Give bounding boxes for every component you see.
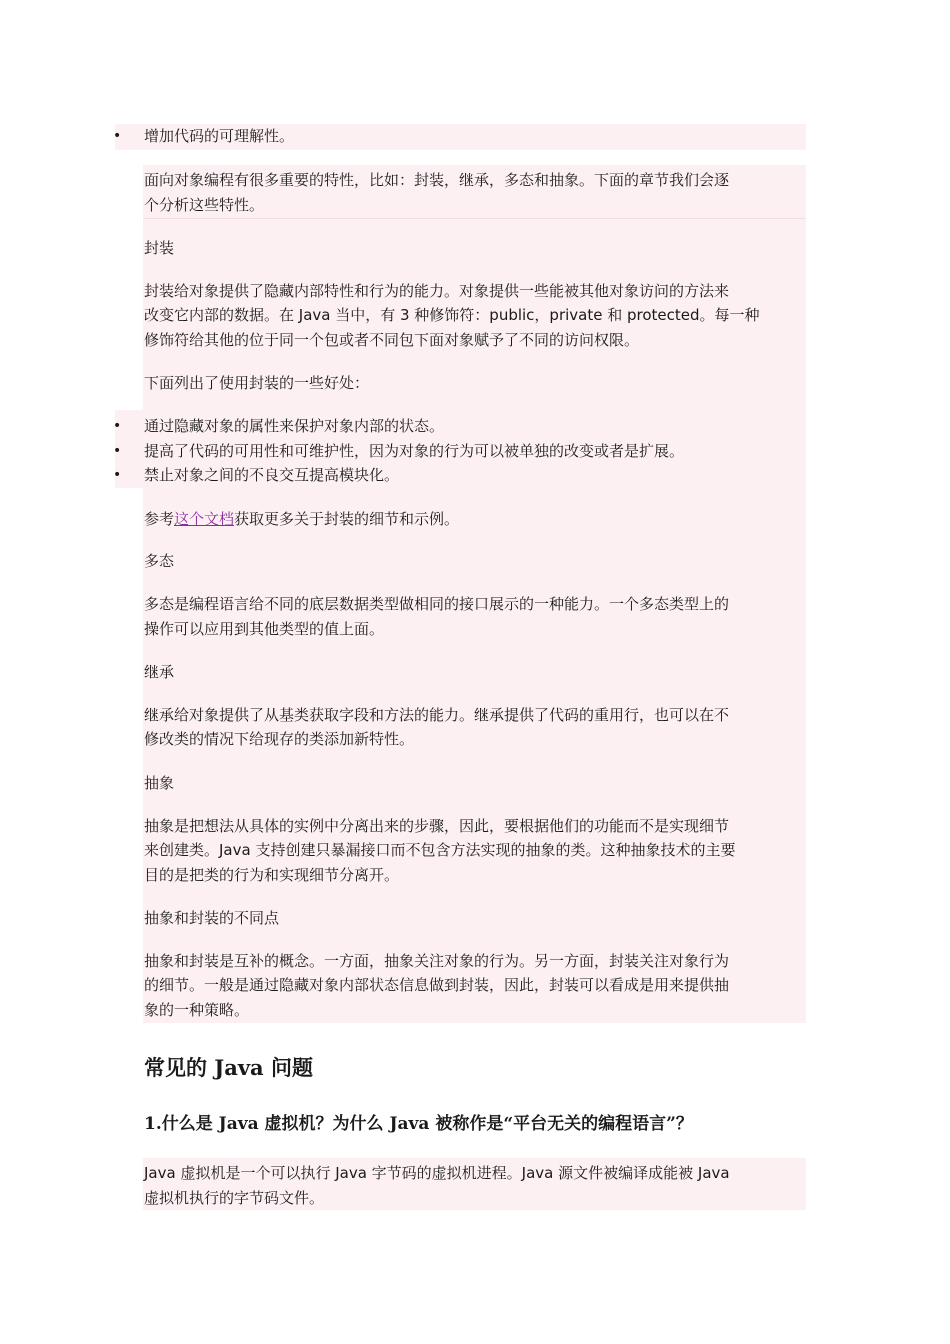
answer-line: 虚拟机执行的字节码文件。 (144, 1189, 325, 1207)
bullet-item: 增加代码的可理解性。 (144, 127, 295, 145)
polymorphism-heading: 多态 (144, 552, 175, 570)
bullet-dot: • (113, 128, 122, 144)
encapsulation-para-line: 封装给对象提供了隐藏内部特性和行为的能力。对象提供一些能被其他对象访问的方法来 (144, 282, 730, 300)
answer-line: Java 虚拟机是一个可以执行 Java 字节码的虚拟机进程。Java 源文件被编译成能被 Java (144, 1164, 730, 1182)
bullet-dot: • (113, 467, 122, 483)
reference-line (144, 507, 459, 532)
reference-suffix: 获取更多关于封装的细节和示例。 (234, 510, 460, 528)
difference-para-line: 抽象和封装是互补的概念。一方面，抽象关注对象的行为。另一方面，封装关注对象行为 (144, 952, 730, 970)
intro-line: 面向对象编程有很多重要的特性，比如：封装，继承，多态和抽象。下面的章节我们会逐 (144, 171, 730, 189)
encapsulation-para-line: 修饰符给其他的位于同一个包或者不同包下面对象赋予了不同的访问权限。 (144, 331, 640, 349)
encapsulation-para-line: 改变它内部的数据。在 Java 当中，有 3 种修饰符：public，private 和 protected。每一种 (144, 306, 760, 324)
polymorphism-para-line: 多态是编程语言给不同的底层数据类型做相同的接口展示的一种能力。一个多态类型上的 (144, 595, 730, 613)
benefit-item: 通过隐藏对象的属性来保护对象内部的状态。 (144, 417, 445, 435)
inheritance-para-line: 继承给对象提供了从基类获取字段和方法的能力。继承提供了代码的重用行，也可以在不 (144, 706, 730, 724)
document-link[interactable]: 这个文档 (174, 510, 235, 528)
benefit-item: 禁止对象之间的不良交互提高模块化。 (144, 466, 400, 484)
section-title: 常见的 Java 问题 (144, 1055, 313, 1080)
bullet-dot: • (113, 443, 122, 459)
benefits-intro: 下面列出了使用封装的一些好处： (144, 374, 370, 392)
inheritance-heading: 继承 (144, 663, 175, 681)
intro-line: 个分析这些特性。 (144, 196, 265, 214)
polymorphism-para-line: 操作可以应用到其他类型的值上面。 (144, 620, 385, 638)
encapsulation-heading: 封装 (144, 239, 175, 257)
reference-prefix: 参考 (144, 510, 175, 528)
difference-heading: 抽象和封装的不同点 (144, 909, 280, 927)
abstraction-para-line: 抽象是把想法从具体的实例中分离出来的步骤，因此，要根据他们的功能而不是实现细节 (144, 817, 730, 835)
bullet-dot: • (113, 418, 122, 434)
question-title: 1.什么是 Java 虚拟机？为什么 Java 被称作是“平台无关的编程语言”？ (144, 1114, 693, 1134)
difference-para-line: 象的一种策略。 (144, 1001, 250, 1019)
abstraction-para-line: 目的是把类的行为和实现细节分离开。 (144, 866, 400, 884)
divider (143, 218, 806, 219)
difference-para-line: 的细节。一般是通过隐藏对象内部状态信息做到封装，因此，封装可以看成是用来提供抽 (144, 976, 730, 994)
abstraction-heading: 抽象 (144, 774, 175, 792)
highlight-band (143, 488, 806, 1023)
benefit-item: 提高了代码的可用性和可维护性，因为对象的行为可以被单独的改变或者是扩展。 (144, 442, 685, 460)
abstraction-para-line: 来创建类。Java 支持创建只暴漏接口而不包含方法实现的抽象的类。这种抽象技术的主要 (144, 841, 736, 859)
inheritance-para-line: 修改类的情况下给现存的类添加新特性。 (144, 730, 415, 748)
